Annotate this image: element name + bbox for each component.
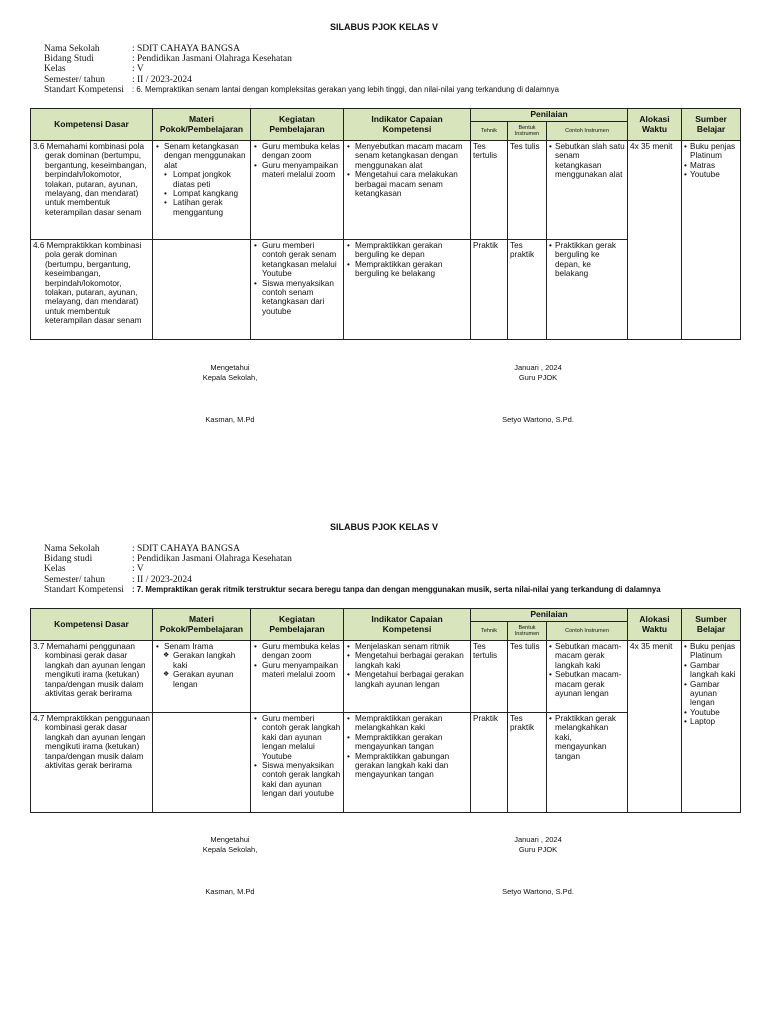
header-bentuk: Bentuk Instrumen	[508, 122, 547, 141]
indikator-cell: • Mempraktikkan gerakan melangkahkan kaki • Mempraktikkan gerakan mengayunkan tangan • Mempraktikkan gabungan gerakan langkah kaki dan mengayunkan tangan	[344, 713, 471, 813]
kegiatan-cell: • Guru membuka kelas dengan zoom • Guru menyampaikan materi melalui zoom	[251, 641, 344, 713]
teknik-cell: Tes tertulis	[471, 641, 508, 713]
signature-principal: Mengetahui Kepala Sekolah,	[202, 835, 258, 854]
materi-cell: • Senam ketangkasan dengan menggunakan alat • Lompat jongkok diatas peti • Lompat kangkang • Latihan gerak menggantung	[153, 141, 251, 240]
materi-cell	[153, 713, 251, 813]
bentuk-cell: Tes praktik	[508, 240, 547, 340]
meta-row-semester: Semester/ tahun : II / 2023-2024	[44, 74, 192, 85]
school-info	[44, 44, 559, 95]
alokasi-cell: 4x 35 menit	[628, 641, 682, 813]
kegiatan-cell: • Guru memberi contoh gerak langkah kaki dan ayunan lengan melalui Youtube • Siswa menyaksikan contoh gerak langkah kaki dan ayunan lengan dari youtube	[251, 713, 344, 813]
header-alokasi: Alokasi Waktu	[628, 109, 682, 141]
teacher-name: Setyo Wartono, S.Pd.	[502, 887, 574, 896]
header-bentuk: Bentuk Instrumen	[508, 622, 547, 641]
teknik-cell: Tes tertulis	[471, 141, 508, 240]
contoh-cell: • Sebutkan slah satu senam ketangkasan menggunakan alat	[547, 141, 628, 240]
header-indikator: Indikator Capaian Kompetensi	[344, 109, 471, 141]
header-alokasi: Alokasi Waktu	[628, 609, 682, 641]
materi-cell	[153, 240, 251, 340]
syllabus-page-2	[0, 500, 768, 1000]
header-kd: Kompetensi Dasar	[31, 609, 153, 641]
meta-row-school: Nama Sekolah : SDIT CAHAYA BANGSA	[44, 544, 240, 554]
kd-cell: 3.6 Memahami kombinasi pola gerak dominan (bertumpu, bergantung, keseimbangan, berpindah/lokomotor, tolakan, putaran, ayunan, melayang, dan mendarat) untuk membentuk keterampilan dasar senam	[31, 141, 153, 240]
meta-row-subject: Bidang Studi : Pendidikan Jasmani Olahraga Kesehatan	[44, 54, 292, 65]
signature-teacher: Januari , 2024 Guru PJOK	[514, 363, 562, 382]
meta-row-semester: Semester/ tahun : II / 2023-2024	[44, 574, 192, 585]
meta-row-class: Kelas : V	[44, 64, 144, 75]
meta-row-standard: Standart Kompetensi : 6. Mempraktikan senam lantai dengan kompleksitas gerakan yang lebih tinggi, dan nilai-nilai yang terkandung di dalamnya	[44, 84, 559, 95]
indikator-cell: • Menyebutkan macam macam senam ketangkasan dengan menggunakan alat • Mengetahui cara melakukan berbagai macam senam ketangkasan	[344, 141, 471, 240]
page-title: SILABUS PJOK KELAS V	[329, 522, 439, 532]
table-row	[31, 141, 741, 240]
school-info	[44, 544, 661, 595]
header-penilaian: Penilaian	[471, 609, 628, 622]
contoh-cell: • Praktikkan gerak melangkahkan kaki, mengayunkan tangan	[547, 713, 628, 813]
alokasi-cell: 4x 35 menit	[628, 141, 682, 340]
syllabus-page-1	[0, 0, 768, 500]
signature-teacher: Januari , 2024 Guru PJOK	[514, 835, 562, 854]
kd-cell: 4.6 Mempraktikkan kombinasi pola gerak dominan (bertumpu, bergantung, keseimbangan, berpindah/lokomotor, tolakan, putaran, ayunan, melayang, dan mendarat) untuk membentuk keterampilan dasar senam	[31, 240, 153, 340]
indikator-cell: • Menjelaskan senam ritmik • Mengetahui berbagai gerakan langkah kaki • Mengetahui berbagai gerakan langkah ayunan lengan	[344, 641, 471, 713]
contoh-cell: • Sebutkan macam-macam gerak langkah kaki • Sebutkan macam-macam gerak ayunan lengan	[547, 641, 628, 713]
teacher-name: Setyo Wartono, S.Pd.	[502, 415, 574, 424]
bentuk-cell: Tes tulis	[508, 141, 547, 240]
kegiatan-cell: • Guru membuka kelas dengan zoom • Guru menyampaikan materi melalui zoom	[251, 141, 344, 240]
header-indikator: Indikator Capaian Kompetensi	[344, 609, 471, 641]
header-materi: Materi Pokok/Pembelajaran	[153, 609, 251, 641]
bentuk-cell: Tes tulis	[508, 641, 547, 713]
header-sumber: Sumber Belajar	[682, 609, 741, 641]
kd-cell: 4.7 Mempraktikkan penggunaan kombinasi gerak dasar langkah dan ayunan lengan mengikuti irama (ketukan) tanpa/dengan musik dalam aktivitas gerak berirama	[31, 713, 153, 813]
principal-name: Kasman, M.Pd	[205, 887, 255, 896]
meta-row-standard: Standart Kompetensi : 7. Mempraktikan gerak ritmik terstruktur secara beregu tanpa dan dengan menggunakan musik, serta nilai-nilai yang terkandung di dalamnya	[44, 584, 661, 595]
header-contoh: Contoh Instrumen	[547, 122, 628, 141]
sumber-cell: • Buku penjas Platinum • Gambar langkah kaki • Gambar ayunan lengan • Youtube • Laptop	[682, 641, 741, 813]
syllabus-table	[30, 608, 741, 813]
header-kegiatan: Kegiatan Pembelajaran	[251, 609, 344, 641]
header-materi: Materi Pokok/Pembelajaran	[153, 109, 251, 141]
header-kegiatan: Kegiatan Pembelajaran	[251, 109, 344, 141]
header-contoh: Contoh Instrumen	[547, 622, 628, 641]
meta-row-class: Kelas : V	[44, 564, 144, 575]
materi-cell: • Senam Irama ❖ Gerakan langkah kaki ❖ Gerakan ayunan lengan	[153, 641, 251, 713]
teknik-cell: Praktik	[471, 240, 508, 340]
bentuk-cell: Tes praktik	[508, 713, 547, 813]
header-penilaian: Penilaian	[471, 109, 628, 122]
contoh-cell: • Praktikkan gerak berguling ke depan, ke belakang	[547, 240, 628, 340]
page-title: SILABUS PJOK KELAS V	[329, 22, 439, 32]
syllabus-table	[30, 108, 741, 340]
kd-cell: 3.7 Memahami penggunaan kombinasi gerak dasar langkah dan ayunan lengan mengikuti irama (ketukan) tanpa/dengan musik dalam aktivitas gerak berirama	[31, 641, 153, 713]
header-sumber: Sumber Belajar	[682, 109, 741, 141]
header-kd: Kompetensi Dasar	[31, 109, 153, 141]
header-teknik: Tehnik	[471, 122, 508, 141]
indikator-cell: • Mempraktikkan gerakan berguling ke depan • Mempraktikkan gerakan berguling ke belakang	[344, 240, 471, 340]
sumber-cell: • Buku penjas Platinum • Matras • Youtube	[682, 141, 741, 340]
principal-name: Kasman, M.Pd	[205, 415, 255, 424]
meta-row-school: Nama Sekolah : SDIT CAHAYA BANGSA	[44, 44, 240, 54]
header-teknik: Tehnik	[471, 622, 508, 641]
meta-row-subject: Bidang studi : Pendidikan Jasmani Olahraga Kesehatan	[44, 554, 292, 565]
kegiatan-cell: • Guru memberi contoh gerak senam ketangkasan melalui Youtube • Siswa menyaksikan contoh senam ketangkasan dari youtube	[251, 240, 344, 340]
signature-principal: Mengetahui Kepala Sekolah,	[202, 363, 258, 382]
table-row	[31, 641, 741, 713]
teknik-cell: Praktik	[471, 713, 508, 813]
